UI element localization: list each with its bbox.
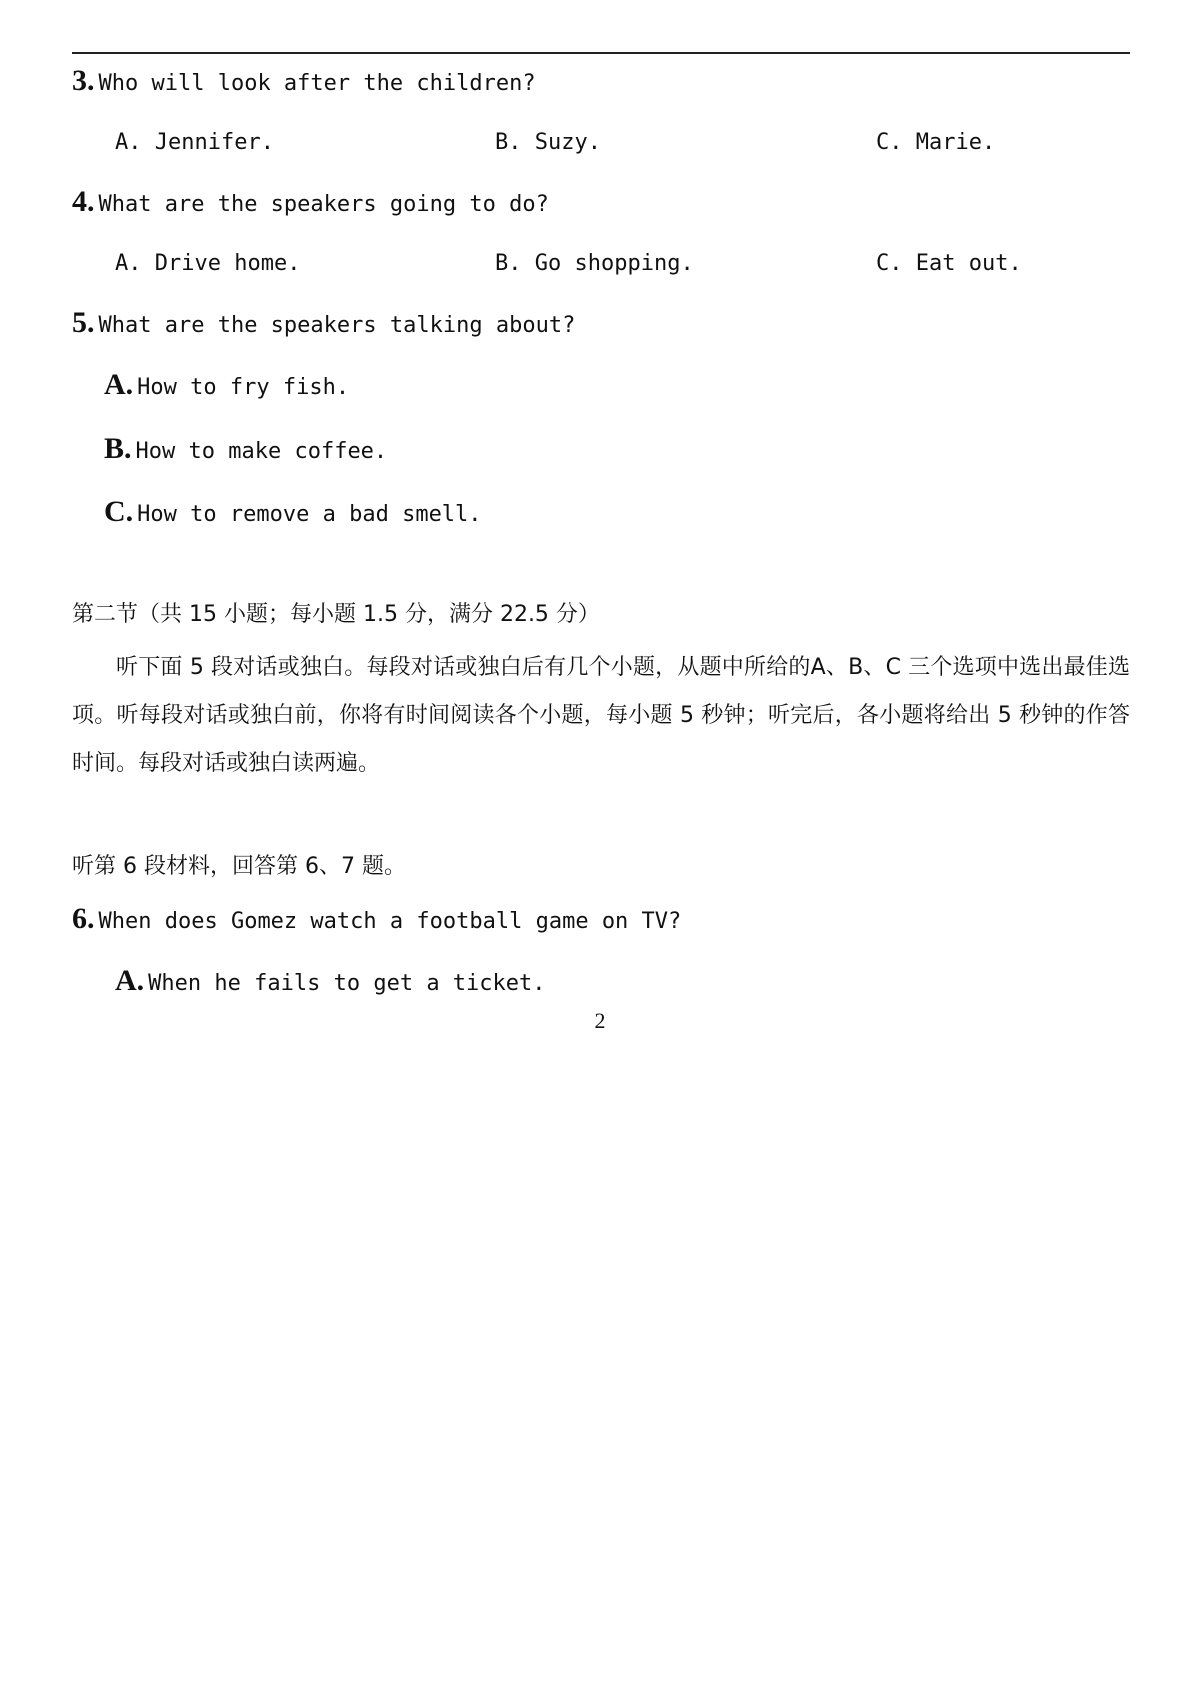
option-letter: B.	[495, 251, 522, 276]
option-text: Go shopping.	[534, 251, 694, 276]
option-text: Suzy.	[534, 130, 601, 155]
question-text: When does Gomez watch a football game on TV?	[98, 909, 682, 934]
material-note: 听第 6 段材料，回答第 6、7 题。	[72, 854, 406, 879]
option-text: When he fails to get a ticket.	[148, 971, 546, 996]
question-4-option-c	[876, 251, 1022, 276]
question-6-option-a	[115, 964, 546, 998]
option-text: How to fry fish.	[137, 375, 350, 400]
question-4-option-a	[115, 251, 300, 276]
question-text: Who will look after the children?	[98, 71, 536, 96]
option-text: How to make coffee.	[135, 439, 388, 464]
section-2-instructions: 听下面 5 段对话或独白。每段对话或独白后有几个小题，从题中所给的A、B、C 三个选项中选出最佳选项。听每段对话或独白前，你将有时间阅读各个小题，每小题 5 秒钟；听完后，各小题将给出 5 秒钟的作答时间。每段对话或独白读两遍。	[72, 655, 1130, 776]
question-5	[72, 306, 575, 340]
question-3-option-a	[115, 130, 274, 155]
question-6	[72, 902, 681, 936]
option-text: Marie.	[915, 130, 996, 155]
option-letter: B.	[104, 432, 132, 465]
option-letter: C.	[876, 251, 903, 276]
option-text: How to remove a bad smell.	[137, 502, 482, 527]
question-number: 5.	[72, 306, 95, 339]
option-text: Eat out.	[915, 251, 1022, 276]
question-number: 6.	[72, 902, 95, 935]
question-5-option-b	[104, 432, 387, 466]
option-letter: B.	[495, 130, 522, 155]
question-5-option-c	[104, 495, 482, 529]
question-3-option-b	[495, 130, 601, 155]
option-letter: A.	[115, 964, 145, 997]
question-3-option-c	[876, 130, 995, 155]
question-4-option-b	[495, 251, 694, 276]
question-5-option-a	[104, 368, 349, 402]
option-letter: C.	[876, 130, 903, 155]
header-rule	[72, 52, 1130, 54]
option-letter: C.	[104, 495, 134, 528]
question-3	[72, 64, 536, 98]
option-text: Drive home.	[154, 251, 301, 276]
question-text: What are the speakers talking about?	[98, 313, 576, 338]
section-2-heading: 第二节（共 15 小题；每小题 1.5 分，满分 22.5 分）	[72, 602, 600, 627]
option-letter: A.	[115, 130, 142, 155]
option-letter: A.	[115, 251, 142, 276]
option-letter: A.	[104, 368, 134, 401]
question-number: 4.	[72, 185, 95, 218]
question-4	[72, 185, 549, 219]
question-number: 3.	[72, 64, 95, 97]
page-number: 2	[594, 1008, 606, 1033]
question-text: What are the speakers going to do?	[98, 192, 549, 217]
option-text: Jennifer.	[154, 130, 274, 155]
